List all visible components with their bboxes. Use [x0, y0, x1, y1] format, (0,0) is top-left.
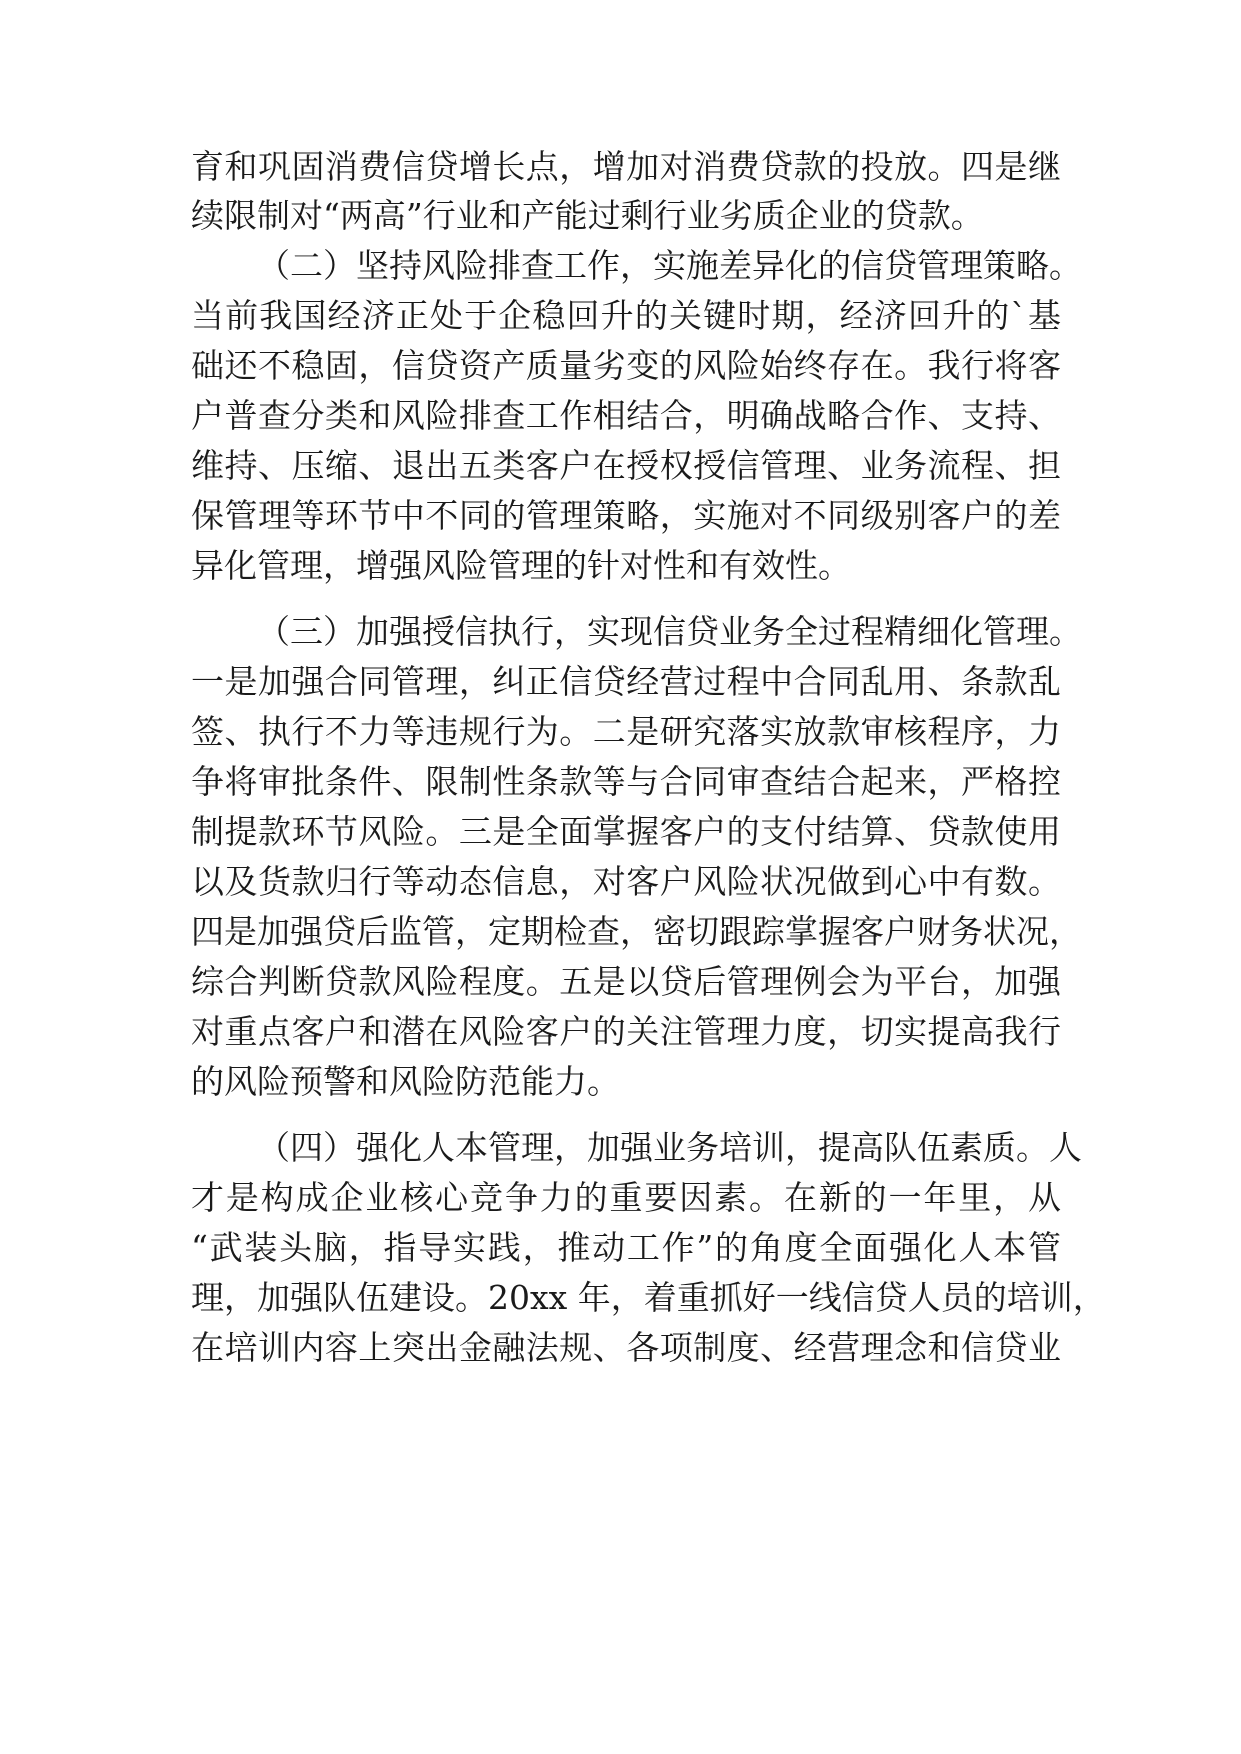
section-heading-2: （二）坚持风险排查工作，实施差异化的信贷管理策略。: [257, 246, 1082, 285]
text-line: 以及货款归行等动态信息，对客户风险状况做到心中有数。: [191, 862, 1061, 901]
text-line: 对重点客户和潜在风险客户的关注管理力度，切实提高我行: [191, 1012, 1061, 1051]
text-line: 一是加强合同管理，纠正信贷经营过程中合同乱用、条款乱: [191, 662, 1061, 701]
text-line: 签、执行不力等违规行为。二是研究落实放款审核程序，力: [191, 712, 1061, 751]
text-line: 在培训内容上突出金融法规、各项制度、经营理念和信贷业: [191, 1328, 1061, 1367]
text-line: 当前我国经济正处于企稳回升的关键时期，经济回升的`基: [191, 296, 1061, 335]
text-line: 四是加强贷后监管，定期检查，密切跟踪掌握客户财务状况，: [191, 912, 1082, 951]
text-line: 综合判断贷款风险程度。五是以贷后管理例会为平台，加强: [191, 962, 1061, 1001]
text-line: 育和巩固消费信贷增长点，增加对消费贷款的投放。四是继: [191, 147, 1061, 186]
section-heading-4: （四）强化人本管理，加强业务培训，提高队伍素质。人: [257, 1128, 1082, 1167]
section-heading-3: （三）加强授信执行，实现信贷业务全过程精细化管理。: [257, 612, 1082, 651]
text-line: 续限制对“两高”行业和产能过剩行业劣质企业的贷款。: [191, 196, 984, 235]
text-line: 维持、压缩、退出五类客户在授权授信管理、业务流程、担: [191, 446, 1061, 485]
text-line: 保管理等环节中不同的管理策略，实施对不同级别客户的差: [191, 496, 1061, 535]
text-line: 础还不稳固，信贷资产质量劣变的风险始终存在。我行将客: [191, 346, 1061, 385]
text-line: 异化管理，增强风险管理的针对性和有效性。: [191, 546, 851, 585]
text-line: 的风险预警和风险防范能力。: [191, 1062, 620, 1101]
text-line: 争将审批条件、限制性条款等与合同审查结合起来，严格控: [191, 762, 1061, 801]
text-line: 制提款环节风险。三是全面掌握客户的支付结算、贷款使用: [191, 812, 1061, 851]
text-line: 理，加强队伍建设。20xx 年，着重抓好一线信贷人员的培训，: [191, 1278, 1106, 1317]
text-line: 才是构成企业核心竞争力的重要因素。在新的一年里，从: [191, 1178, 1061, 1217]
text-line: “武装头脑，指导实践，推动工作”的角度全面强化人本管: [191, 1228, 1061, 1267]
text-line: 户普查分类和风险排查工作相结合，明确战略合作、支持、: [191, 396, 1061, 435]
